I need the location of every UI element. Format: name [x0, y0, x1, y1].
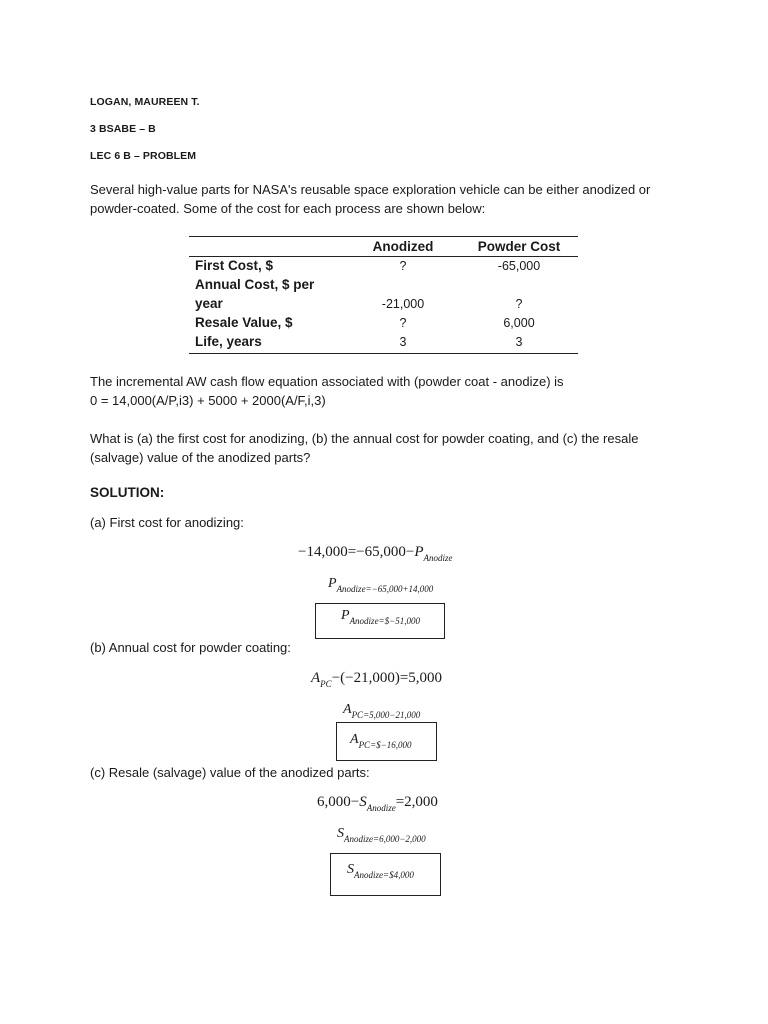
incremental-aw-equation: 0 = 14,000(A/P,i3) + 5000 + 2000(A/F,i,3): [90, 393, 326, 408]
cell-anodized-life: 3: [399, 335, 407, 349]
part-c-label: (c) Resale (salvage) value of the anodized parts:: [90, 765, 370, 780]
part-a-equation-2: [328, 576, 433, 592]
part-b-eq1-sub: PC: [320, 679, 332, 689]
row-label-annual-cost: Annual Cost, $ per: [195, 277, 315, 292]
part-b-eq2-sub: PC=5,000−21,000: [351, 710, 421, 720]
solution-heading: SOLUTION:: [90, 485, 165, 500]
cell-anodized-resale-value: ?: [399, 316, 407, 330]
part-a-eq1-sub: Anodize: [423, 553, 453, 563]
student-section: 3 BSABE – B: [90, 123, 156, 135]
table-header-rule: [189, 256, 578, 257]
problem-intro: Several high-value parts for NASA's reusable space exploration vehicle can be either anodized or powder-coated. Some of the cost for each process are shown below:: [90, 182, 651, 216]
cell-powder-life: 3: [515, 335, 523, 349]
part-a-eq2-var: P: [328, 576, 337, 591]
part-b-eq3-var: A: [350, 732, 359, 747]
student-name: LOGAN, MAUREEN T.: [90, 96, 200, 108]
cell-powder-first-cost: -65,000: [497, 259, 541, 273]
cell-powder-resale-value: 6,000: [503, 316, 535, 330]
part-a-answer: [341, 608, 420, 624]
part-b-equation-1: [311, 670, 442, 687]
part-b-label: (b) Annual cost for powder coating:: [90, 640, 291, 655]
part-b-eq1-var: A: [311, 670, 321, 686]
part-a-eq1-main: −14,000=−65,000−: [298, 544, 415, 560]
part-c-answer: [347, 862, 414, 878]
part-b-eq1-rest: −(−21,000)=5,000: [331, 670, 443, 686]
cell-anodized-first-cost: ?: [399, 259, 407, 273]
part-a-eq3-sub: Anodize=$−51,000: [349, 616, 420, 626]
cell-powder-annual-cost: ?: [515, 297, 523, 311]
row-label-first-cost: First Cost, $: [195, 258, 274, 273]
row-label-resale-value: Resale Value, $: [195, 315, 293, 330]
part-c-eq3-var: S: [347, 862, 354, 877]
part-a-label: (a) First cost for anodizing:: [90, 515, 244, 530]
part-a-eq1-var: P: [414, 544, 424, 560]
question-text: What is (a) the first cost for anodizing, (b) the annual cost for powder coating, and (c) the resale (salvage) value of the anodized parts?: [90, 431, 639, 465]
part-c-eq1-sub: Anodize: [366, 803, 396, 813]
part-b-answer: [350, 732, 411, 748]
part-c-eq1-var: S: [359, 794, 367, 810]
part-c-eq1-rest: =2,000: [395, 794, 438, 810]
table-top-rule: [189, 236, 578, 237]
part-c-equation-1: [317, 794, 438, 811]
incremental-aw-text: The incremental AW cash flow equation associated with (powder coat - anodize) is: [90, 374, 564, 389]
row-label-life: Life, years: [195, 334, 262, 349]
part-a-eq2-sub: Anodize=−65,000+14,000: [336, 584, 434, 594]
table-bottom-rule: [189, 353, 578, 354]
cell-anodized-annual-cost: -21,000: [381, 297, 425, 311]
part-a-equation-1: [298, 544, 453, 561]
part-c-eq2-var: S: [337, 826, 344, 841]
lecture-problem: LEC 6 B – PROBLEM: [90, 150, 197, 162]
part-b-eq3-sub: PC=$−16,000: [358, 740, 412, 750]
part-a-eq3-var: P: [341, 608, 350, 623]
row-label-annual-cost-cont: year: [195, 296, 223, 311]
part-c-equation-2: [337, 826, 426, 842]
part-c-eq1-main: 6,000−: [317, 794, 360, 810]
col-header-anodized: Anodized: [372, 239, 434, 254]
part-c-eq3-sub: Anodize=$4,000: [354, 870, 414, 880]
part-b-equation-2: [343, 702, 420, 718]
part-c-eq2-sub: Anodize=6,000−2,000: [344, 834, 426, 844]
part-b-eq2-var: A: [343, 702, 352, 717]
col-header-powder: Powder Cost: [477, 239, 561, 254]
